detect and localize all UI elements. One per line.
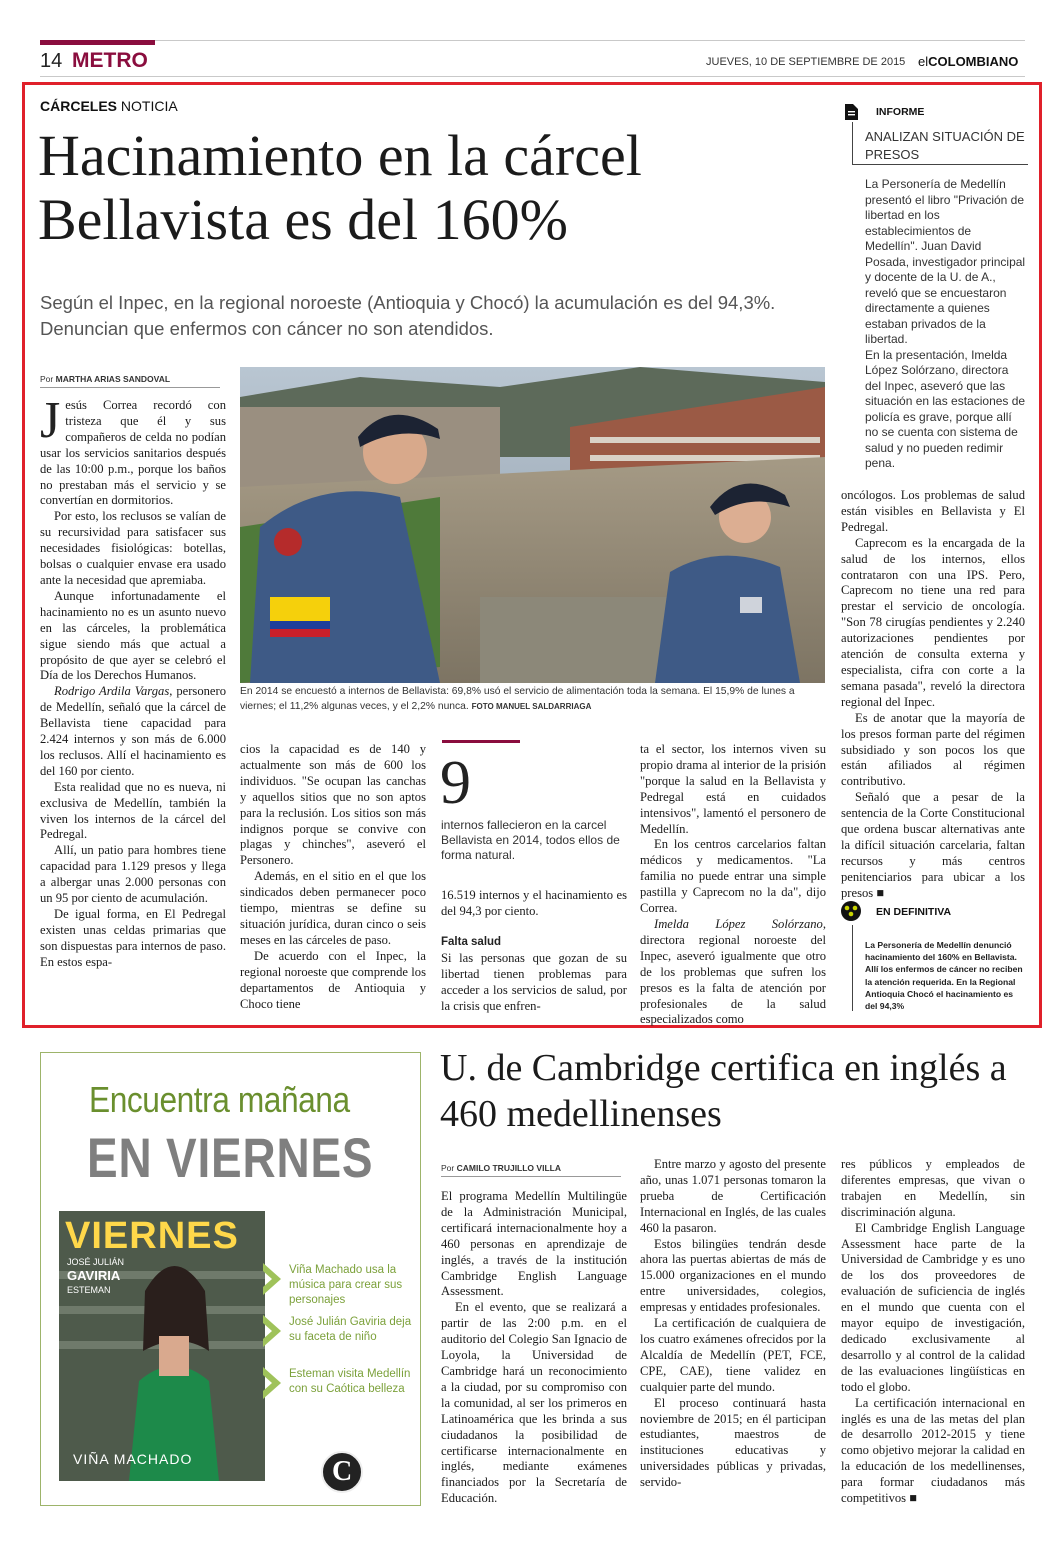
summary-text: La Personería de Medellín denunció hacinamiento del 160% en Bellavista. Allí los enfermos de cáncer no reciben la atención requerida. En la Regional Antioquia Chocó el hacinamiento es del 94,3%	[865, 940, 1023, 1012]
paragraph-text: esús Correa recordó con tristeza que él y sus compañeros de celda no podían usar los servicios sanitarios después de las 10:00 p.m., porque los baños no prestaban más el servicio y se convertían en dormitorios.	[40, 398, 226, 508]
article2-headline: U. de Cambridge certifica en inglés a 460 medellinenses	[440, 1047, 1007, 1135]
paragraph: En el evento, que se realizará a partir de las 2:00 p.m. en el auditorio del Colegio San Ignacio de Loyola, la Universidad de Cambridge hará un reconocimiento a la ciudad, por su compromiso con la comunidad, al ser los primeros en Latinoamérica que les brinda a sus ciudadanos la posibilidad de certificarse internacionalmente en inglés, mediante exámenes financiados por la Secretaría de Educación.	[441, 1300, 627, 1506]
kicker-section: CÁRCELES	[40, 98, 118, 114]
paragraph	[841, 1396, 1025, 1507]
paragraph-text: Señaló que a pesar de la sentencia de la Corte Constitucional que ordena buscar alternativas ante la difícil situación carcelaria, faltan recursos y más centros penitenciarios para ubicar a los presos	[841, 790, 1025, 900]
advertisement[interactable]	[40, 1052, 421, 1506]
paragraph	[40, 392, 226, 509]
cover-line: GAVIRIA	[67, 1268, 121, 1283]
publication-date: JUEVES, 10 DE SEPTIEMBRE DE 2015	[706, 56, 906, 68]
paragraph	[841, 790, 1025, 901]
summary-icon	[840, 900, 862, 922]
article2-column-2	[640, 1157, 826, 1491]
cover-line: ESTEMAN	[67, 1285, 111, 1295]
article-headline: Hacinamiento en la cárcel Bellavista es del 160%	[38, 123, 642, 252]
sidebar-title: ANALIZAN SITUACIÓN DE PRESOS	[865, 129, 1025, 162]
paragraph: Entre marzo y agosto del presente año, unas 1.071 personas tomaron la prueba de Certificación Internacional en Inglés, de las cuales 460 la pasaron.	[640, 1157, 826, 1235]
drop-cap: J	[40, 392, 61, 449]
sidebar-label: INFORME	[876, 106, 925, 118]
paragraph: Además, en el sitio en el que los sindicados deben permanecer poco tiempo, mientras se define su situación jurídica, duran cinco o seis meses en las cárceles de paso.	[240, 869, 426, 947]
page-number: 14	[40, 50, 63, 72]
magazine-title: VIERNES	[65, 1215, 239, 1257]
end-mark-icon: ■	[909, 1491, 917, 1506]
ad-headline: Encuentra mañana	[89, 1079, 350, 1120]
sidebar-paragraph: La Personería de Medellín presentó el libro "Privación de libertad en los establecimientos de Medellín". Juan David Posada, investigador principal y docente de la U. de A., reveló que se encuestaron directamente a quienes estaban privados de la libertad.	[865, 177, 1026, 346]
byline-prefix: Por	[441, 1163, 455, 1173]
paragraph: De igual forma, en El Pedregal existen unas celdas primarias que son dispuestas para internos de paso. En estos espa-	[40, 907, 226, 969]
top-rule	[40, 40, 1025, 41]
paragraph-text: , personero de Medellín, señaló que la cárcel de Bellavista tiene capacidad para 2.424 internos y son más de 6.000 los reclusos. Allí el hacinamiento es del 160 por ciento.	[40, 684, 227, 778]
cover-line: JOSÉ JULIÁN	[67, 1257, 125, 1267]
article-column-4	[640, 742, 826, 1028]
paragraph: El Cambridge English Language Assessment hace parte de la Universidad de Cambridge y es uno de los dos proveedores de evaluación de suficiencia de inglés en el mundo que cuenta con el mayor equipo de investigación, dedicado exclusivamente al desarrollo y al control de la calidad de las evaluaciones lingüísticas en todo el globo.	[841, 1220, 1025, 1394]
magazine-logo	[321, 1451, 363, 1493]
article-column-2	[240, 742, 426, 1012]
magazine-cover-lines	[67, 1255, 157, 1297]
summary-rule	[852, 925, 853, 1011]
magazine-logo-letter: C	[332, 1456, 353, 1487]
article-photo	[240, 367, 825, 683]
article2-byline	[441, 1163, 561, 1173]
paragraph: oncólogos. Los problemas de salud están visibles en Bellavista y El Pedregal.	[841, 488, 1025, 534]
paragraph: 16.519 internos y el hacinamiento es del 94,3 por ciento.	[441, 888, 627, 918]
article-column-1	[40, 392, 227, 971]
article-column-5	[841, 488, 1025, 902]
chevron-right-icon	[263, 1315, 281, 1347]
article-column-3-cont	[441, 951, 627, 1015]
paragraph: res públicos y empleados de diferentes empresas, que vivan o trabajen en Medellín, sin discriminación alguna.	[841, 1157, 1025, 1219]
highlight-rule	[442, 740, 520, 743]
article-kicker	[40, 98, 178, 114]
article2-column-1	[441, 1189, 627, 1507]
quoted-person: Rodrigo Ardila Vargas	[54, 684, 170, 699]
paragraph: En los centros carcelarios faltan médicos y medicamentos. "La familia no puede entrar una simple pastilla y Caprecom no la da", dijo Correa.	[640, 837, 826, 916]
sidebar-divider	[852, 164, 1028, 165]
magazine-cover-name: VIÑA MACHADO	[73, 1451, 193, 1467]
photo-caption	[240, 684, 830, 714]
section-color-bar	[40, 40, 155, 45]
section-name: METRO	[72, 49, 148, 72]
quoted-person: Imelda López Solórzano	[654, 916, 823, 931]
header-rule	[40, 76, 1025, 77]
sidebar-body	[865, 177, 1027, 472]
article2-column-3	[841, 1157, 1025, 1507]
end-mark-icon: ■	[876, 885, 884, 900]
magazine-cover	[59, 1211, 265, 1481]
sidebar-rule	[852, 122, 853, 164]
highlight-number: 9	[440, 749, 471, 817]
highlight-number-text: internos fallecieron en la carcel Bellavista en 2014, todos ellos de forma natural.	[441, 818, 620, 862]
ad-subheadline: EN VIERNES	[87, 1126, 374, 1189]
ad-item-text: Viña Machado usa la música para crear sus personajes	[289, 1264, 403, 1306]
byline-author: CAMILO TRUJILLO VILLA	[456, 1163, 561, 1173]
paragraph: Allí, un patio para hombres tiene capacidad para 1.129 presos y llega a albergar unas 2.000 personas con un 95 por ciento de acumulación.	[40, 843, 226, 906]
paragraph-text: La certificación internacional en inglés es una de las metas del plan de desarrollo 2012-2015 y tiene como objetivo mejorar la calidad en la educación de los medellinenses, para formar ciudadanos más competitivos	[841, 1395, 1025, 1506]
paragraph: ta el sector, los internos viven su propio drama al interior de la prisión "porque la salud en la Bellavista y Pedregal está en cuidados intensivos", lamentó el personero de Medellín.	[640, 742, 826, 836]
paragraph: Esta realidad que no es nueva, ni exclusiva de Medellín, también la viven los internos de la cárcel del Pedregal.	[40, 779, 226, 842]
paragraph: De acuerdo con el Inpec, la regional noroeste que comprende los departamentos de Antioquia y Choco tiene	[240, 948, 426, 1011]
paragraph: Aunque infortunadamente el hacinamiento no es un asunto nuevo en las cárceles, la problemática sigue siendo más que actual a propósito de que ayer se celebró el Día de los Derechos Humanos.	[40, 588, 226, 683]
paragraph: Estos bilingües tendrán desde ahora las puertas abiertas de más de 15.000 organizaciones en el mundo entre universidades, colegios, empresas y entidades profesionales.	[640, 1236, 826, 1315]
paragraph-text: , directora regional noroeste del Inpec, aseveró igualmente que otro de los problemas que sufren los presos es la falta de atención por profesionales de la salud especializados como	[640, 916, 826, 1027]
caption-text: En 2014 se encuestó a internos de Bellavista: 69,8% usó el servicio de alimentación toda la semana. El 15,9% de lunes a viernes; el 11,2% algunas veces, y el 2,2% nunca.	[240, 686, 795, 712]
article-deck: Según el Inpec, en la regional noroeste (Antioquia y Chocó) la acumulación es del 94,3%. Denuncian que enfermos con cáncer no son atendidos.	[40, 292, 776, 339]
article-byline	[40, 374, 170, 384]
chevron-right-icon	[263, 1367, 281, 1399]
paragraph: cios la capacidad es de 140 y actualmente son más de 600 los individuos. "Se ocupan las canchas y aquellos sitios que no son aptos para la reclusión. Los sitios son más indignos porque se convive con plagas y chinches", aseveró el Personero.	[240, 742, 426, 868]
sidebar-paragraph: En la presentación, Imelda López Solórzano, directora del Inpec, aseveró que las situación en las estaciones de policía es grave, porque allí no se cuenta con sistema de salud y no pueden redimir pena.	[865, 347, 1026, 470]
paragraph: Caprecom es la encargada de la salud de los internos, ellos contrataron con una IPS. Pero, Caprecom no tiene una red para prestar el servicio de oncología. "Son 78 cirugías pendientes y 2.240 autorizaciones pendientes por atención de consulta externa y especialista, cifra con corte a la semana pasada", reveló la directora regional del Inpec.	[841, 535, 1025, 709]
byline-rule	[40, 387, 220, 388]
paragraph: Por esto, los reclusos se valían de su recursividad para satisfacer sus necesidades fisiológicas: botellas, bolsas o cualquier envase era usado ante la necesidad que apremiaba.	[40, 509, 226, 587]
document-icon	[844, 104, 858, 120]
subheading: Falta salud	[441, 936, 502, 948]
byline-rule	[441, 1176, 621, 1177]
article-column-3	[441, 888, 627, 920]
byline-prefix: Por	[40, 374, 54, 384]
paragraph: Si las personas que gozan de su libertad tienen problemas para acceder a los servicios de salud, por la crisis que enfren-	[441, 951, 627, 1013]
chevron-right-icon	[263, 1263, 281, 1295]
paragraph	[640, 917, 826, 1028]
photo-credit: FOTO MANUEL SALDARRIAGA	[471, 702, 592, 711]
newspaper-title: COLOMBIANO	[928, 54, 1019, 69]
ad-item-text: Esteman visita Medellín con su Caótica belleza	[289, 1368, 411, 1395]
byline-author: MARTHA ARIAS SANDOVAL	[55, 374, 171, 384]
ad-item-text: José Julián Gaviria deja su faceta de niño	[289, 1316, 412, 1343]
paragraph: La certificación de cualquiera de los cuatro exámenes ofrecidos por la Alcaldía de Medellín (PET, FCE, CPE, CAE), tiene validez en cualquier parte del mundo.	[640, 1316, 826, 1394]
kicker-type: NOTICIA	[120, 98, 178, 114]
paragraph: El proceso continuará hasta noviembre de 2015; en él participan estudiantes, maestros de instituciones educativas y universidades públicas y privadas, servido-	[640, 1395, 826, 1490]
photo-illustration	[240, 367, 825, 683]
summary-label: EN DEFINITIVA	[876, 906, 952, 918]
paragraph: Es de anotar que la mayoría de los presos forman parte del régimen subsidiado y son pocos los que están afiliados al régimen contributivo.	[841, 710, 1025, 789]
paragraph	[40, 684, 226, 779]
newspaper-name	[918, 54, 1018, 69]
newspaper-prefix: el	[918, 54, 929, 69]
paragraph: El programa Medellín Multilingüe de la Administración Municipal, certificará internacionalmente hoy a 460 personas en aprendizaje de inglés, a través de la institución Cambridge English Language Assessment.	[441, 1189, 627, 1299]
